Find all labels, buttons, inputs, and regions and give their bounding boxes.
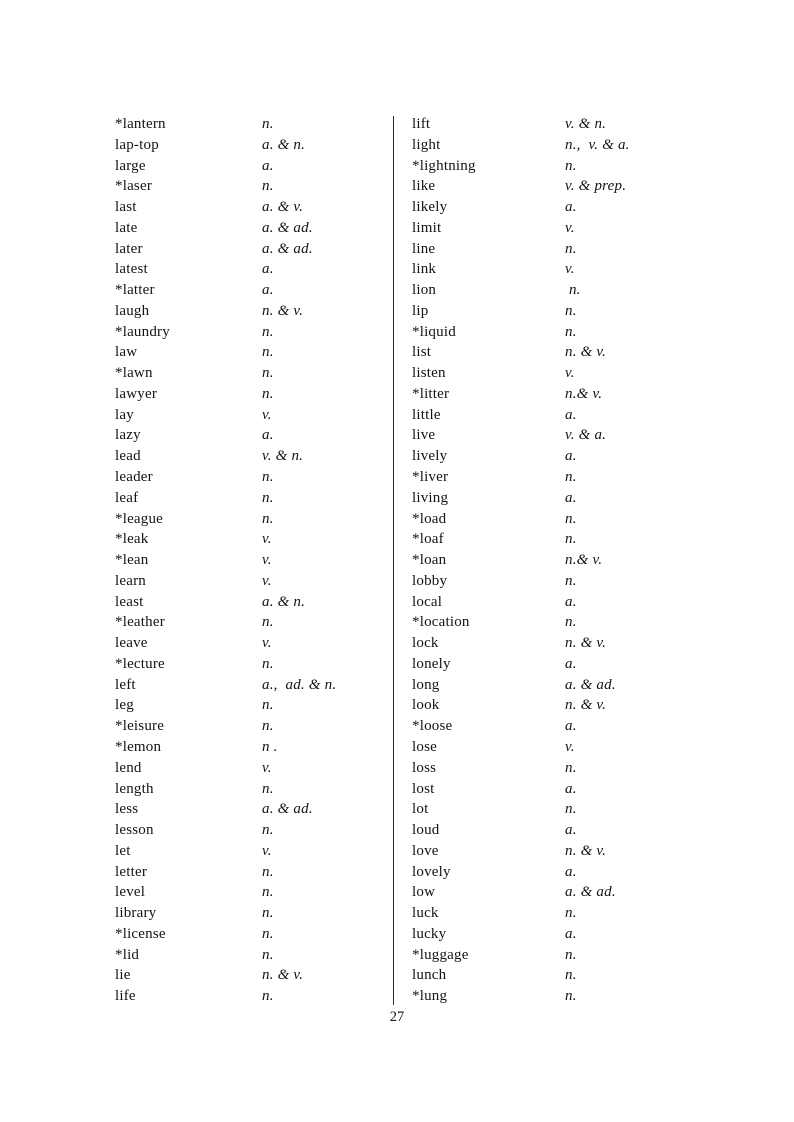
word-entry (115, 820, 391, 841)
word-text: lead (115, 448, 141, 465)
word-entry (412, 197, 722, 218)
word-text: long (412, 676, 440, 693)
word-text: lie (115, 967, 131, 984)
word-entry (115, 592, 391, 613)
word-entry (412, 425, 722, 446)
word-entry (115, 571, 391, 592)
word-text: lesson (115, 822, 154, 839)
pos-text: a. (262, 157, 274, 174)
pos-text: n. (565, 282, 581, 299)
word-entry (115, 218, 391, 239)
pos-text: n. (565, 323, 577, 340)
word-entry (412, 114, 722, 135)
word-text: level (115, 884, 146, 901)
word-list-column-left (115, 114, 391, 1007)
word-text: left (115, 676, 136, 693)
word-entry (115, 322, 391, 343)
pos-text: n. (262, 925, 274, 942)
word-entry (412, 363, 722, 384)
word-text: lose (412, 738, 437, 755)
word-entry (115, 529, 391, 550)
word-entry (412, 135, 722, 156)
pos-text: a. (565, 655, 577, 672)
word-text: link (412, 261, 437, 278)
page-number: 27 (389, 1009, 405, 1025)
word-text: list (412, 344, 432, 361)
word-text: lunch (412, 967, 447, 984)
pos-text: n. (565, 157, 577, 174)
word-entry (412, 176, 722, 197)
pos-text: n. (262, 946, 274, 963)
word-text: low (412, 884, 436, 901)
word-entry (412, 467, 722, 488)
word-text: late (115, 219, 138, 236)
word-entry (115, 197, 391, 218)
word-text: let (115, 842, 131, 859)
pos-text: a. & ad. (262, 240, 313, 257)
word-text: local (412, 593, 443, 610)
word-entry (412, 965, 722, 986)
pos-text: n. (262, 884, 274, 901)
word-text: *liquid (412, 323, 456, 340)
word-text: *lemon (115, 738, 162, 755)
pos-text: n. (565, 801, 577, 818)
pos-text: n. (262, 365, 274, 382)
word-text: love (412, 842, 439, 859)
pos-text: n.& v. (565, 385, 603, 402)
word-text: *lantern (115, 116, 166, 132)
word-text: lion (412, 282, 437, 299)
pos-text: n. (565, 469, 577, 486)
word-text: *location (412, 614, 470, 631)
word-entry (412, 675, 722, 696)
word-text: *lightning (412, 157, 476, 174)
word-text: *liver (412, 469, 449, 486)
word-text: *lecture (115, 655, 165, 672)
pos-text: a. (262, 261, 274, 278)
word-entry (115, 945, 391, 966)
word-entry (115, 654, 391, 675)
pos-text: n.& v. (565, 552, 603, 569)
pos-text: v. (262, 635, 272, 652)
word-text: *lawn (115, 365, 153, 382)
word-entry (412, 882, 722, 903)
word-text: lonely (412, 655, 451, 672)
pos-text: v. (262, 552, 272, 569)
word-entry (412, 695, 722, 716)
word-entry (412, 405, 722, 426)
word-text: light (412, 136, 441, 153)
pos-text: v. (262, 531, 272, 548)
pos-text: n., v. & a. (565, 136, 630, 153)
word-entry (115, 550, 391, 571)
pos-text: v. (565, 365, 575, 382)
word-text: *leisure (115, 718, 165, 735)
pos-text: v. (565, 219, 575, 236)
word-entry (412, 446, 722, 467)
pos-text: n. (565, 614, 577, 631)
word-entry (412, 779, 722, 800)
pos-text: a. & ad. (565, 676, 616, 693)
word-text: library (115, 905, 157, 922)
word-entry (412, 259, 722, 280)
pos-text: a. (565, 489, 577, 506)
pos-text: a. & ad. (262, 219, 313, 236)
word-entry (115, 965, 391, 986)
word-entry (115, 862, 391, 883)
pos-text: n. (262, 718, 274, 735)
word-entry (412, 820, 722, 841)
word-text: lift (412, 116, 431, 132)
word-entry (115, 488, 391, 509)
word-entry (412, 488, 722, 509)
word-entry (115, 882, 391, 903)
word-entry (115, 779, 391, 800)
word-entry (115, 363, 391, 384)
word-entry (412, 218, 722, 239)
word-text: likely (412, 199, 448, 216)
pos-text: n. (262, 489, 274, 506)
pos-text: n. (565, 510, 577, 527)
column-divider-line (393, 116, 394, 1005)
pos-text: n. (565, 988, 577, 1005)
pos-text: v. & prep. (565, 178, 627, 195)
pos-text: n. & v. (565, 842, 607, 859)
word-text: *load (412, 510, 447, 527)
word-entry (115, 259, 391, 280)
pos-text: n. (565, 946, 577, 963)
word-entry (115, 758, 391, 779)
word-entry (412, 654, 722, 675)
word-entry (412, 841, 722, 862)
word-text: loss (412, 759, 437, 776)
word-text: living (412, 489, 449, 506)
pos-text: n. (565, 759, 577, 776)
pos-text: n. (565, 905, 577, 922)
word-entry (115, 342, 391, 363)
word-text: lock (412, 635, 439, 652)
pos-text: v. (565, 261, 575, 278)
pos-text: v. (262, 572, 272, 589)
pos-text: v. (262, 759, 272, 776)
word-entry (412, 384, 722, 405)
pos-text: n. (262, 863, 274, 880)
word-text: law (115, 344, 138, 361)
word-entry (115, 986, 391, 1007)
pos-text: a. (565, 780, 577, 797)
word-entry (412, 799, 722, 820)
pos-text: n. (262, 469, 274, 486)
word-entry (115, 924, 391, 945)
word-text: look (412, 697, 440, 714)
word-entry (412, 737, 722, 758)
pos-text: n. (262, 323, 274, 340)
word-text: *lid (115, 946, 140, 963)
word-entry (412, 945, 722, 966)
word-entry (412, 592, 722, 613)
word-text: *loan (412, 552, 447, 569)
word-text: little (412, 406, 441, 423)
word-entry (115, 509, 391, 530)
word-text: *latter (115, 282, 155, 299)
word-entry (115, 903, 391, 924)
word-text: *loose (412, 718, 453, 735)
pos-text: a. & ad. (565, 884, 616, 901)
word-entry (412, 571, 722, 592)
word-text: luck (412, 905, 439, 922)
pos-text: n. (565, 240, 577, 257)
word-text: *leak (115, 531, 149, 548)
pos-text: n. (262, 780, 274, 797)
word-entry (412, 986, 722, 1007)
word-entry (115, 612, 391, 633)
word-text: *luggage (412, 946, 469, 963)
pos-text: v. & n. (565, 116, 607, 132)
word-entry (412, 342, 722, 363)
word-entry (412, 612, 722, 633)
word-text: lay (115, 406, 134, 423)
pos-text: v. (262, 406, 272, 423)
word-text: least (115, 593, 144, 610)
pos-text: n. & v. (565, 344, 607, 361)
pos-text: n. & v. (565, 697, 607, 714)
pos-text: n. (565, 572, 577, 589)
word-list-column-right (412, 114, 722, 1007)
word-text: lucky (412, 925, 447, 942)
pos-text: a. & n. (262, 136, 306, 153)
word-entry (115, 384, 391, 405)
word-entry (412, 903, 722, 924)
pos-text: v. & a. (565, 427, 607, 444)
word-entry (115, 841, 391, 862)
word-entry (115, 675, 391, 696)
word-text: *license (115, 925, 166, 942)
word-entry (412, 239, 722, 260)
word-text: lip (412, 302, 429, 319)
word-entry (412, 301, 722, 322)
word-entry (115, 467, 391, 488)
word-text: *laundry (115, 323, 170, 340)
pos-text: n. & v. (565, 635, 607, 652)
pos-text: n. (262, 697, 274, 714)
pos-text: a. & n. (262, 593, 306, 610)
word-text: line (412, 240, 436, 257)
pos-text: n. & v. (262, 302, 304, 319)
pos-text: a., ad. & n. (262, 676, 337, 693)
word-text: lend (115, 759, 142, 776)
word-entry (412, 924, 722, 945)
word-entry (412, 509, 722, 530)
pos-text: n. (262, 178, 274, 195)
pos-text: a. (262, 427, 274, 444)
pos-text: n. (262, 988, 274, 1005)
word-text: *loaf (412, 531, 444, 548)
word-text: lobby (412, 572, 448, 589)
pos-text: n. (565, 531, 577, 548)
pos-text: a. (565, 863, 577, 880)
word-text: leader (115, 469, 153, 486)
word-entry (115, 301, 391, 322)
word-text: leaf (115, 489, 139, 506)
word-entry (412, 550, 722, 571)
word-text: latest (115, 261, 148, 278)
word-text: letter (115, 863, 148, 880)
word-text: lot (412, 801, 429, 818)
word-text: live (412, 427, 436, 444)
pos-text: n. (262, 385, 274, 402)
pos-text: v. & n. (262, 448, 304, 465)
word-entry (115, 405, 391, 426)
word-entry (115, 425, 391, 446)
word-entry (115, 156, 391, 177)
word-entry (115, 446, 391, 467)
word-text: lazy (115, 427, 141, 444)
word-text: learn (115, 572, 146, 589)
pos-text: n. & v. (262, 967, 304, 984)
pos-text: v. (565, 738, 575, 755)
word-text: limit (412, 219, 442, 236)
word-text: lost (412, 780, 435, 797)
word-text: length (115, 780, 154, 797)
word-entry (115, 239, 391, 260)
word-text: lap-top (115, 136, 159, 153)
pos-text: v. (262, 842, 272, 859)
word-entry (115, 695, 391, 716)
pos-text: a. & ad. (262, 801, 313, 818)
word-entry (115, 716, 391, 737)
word-entry (412, 758, 722, 779)
pos-text: a. (565, 448, 577, 465)
pos-text: a. (565, 925, 577, 942)
pos-text: n. (262, 822, 274, 839)
word-text: lovely (412, 863, 451, 880)
word-text: *lean (115, 552, 149, 569)
pos-text: a. (565, 593, 577, 610)
word-text: *lung (412, 988, 448, 1005)
word-text: less (115, 801, 139, 818)
pos-text: a. (262, 282, 274, 299)
pos-text: n. (262, 510, 274, 527)
word-text: later (115, 240, 143, 257)
word-entry (412, 862, 722, 883)
pos-text: n . (262, 738, 278, 755)
pos-text: n. (262, 905, 274, 922)
pos-text: n. (262, 116, 274, 132)
word-text: *leather (115, 614, 165, 631)
word-entry (115, 114, 391, 135)
word-text: listen (412, 365, 446, 382)
pos-text: a. & v. (262, 199, 304, 216)
word-text: lively (412, 448, 448, 465)
word-text: lawyer (115, 385, 158, 402)
word-text: leg (115, 697, 134, 714)
pos-text: n. (262, 614, 274, 631)
word-text: laugh (115, 302, 150, 319)
word-text: life (115, 988, 136, 1005)
word-entry (412, 322, 722, 343)
word-text: leave (115, 635, 148, 652)
word-entry (115, 799, 391, 820)
word-text: large (115, 157, 146, 174)
word-entry (412, 633, 722, 654)
word-entry (115, 633, 391, 654)
word-text: *league (115, 510, 164, 527)
word-entry (115, 280, 391, 301)
pos-text: a. (565, 822, 577, 839)
word-text: *litter (412, 385, 450, 402)
word-entry (115, 135, 391, 156)
pos-text: a. (565, 406, 577, 423)
pos-text: n. (565, 967, 577, 984)
pos-text: n. (262, 655, 274, 672)
word-text: last (115, 199, 137, 216)
word-text: like (412, 178, 436, 195)
word-entry (412, 280, 722, 301)
pos-text: a. (565, 199, 577, 216)
word-text: loud (412, 822, 440, 839)
pos-text: n. (262, 344, 274, 361)
pos-text: n. (565, 302, 577, 319)
word-entry (115, 176, 391, 197)
word-entry (115, 737, 391, 758)
pos-text: a. (565, 718, 577, 735)
word-text: *laser (115, 178, 153, 195)
word-entry (412, 529, 722, 550)
word-entry (412, 156, 722, 177)
word-entry (412, 716, 722, 737)
